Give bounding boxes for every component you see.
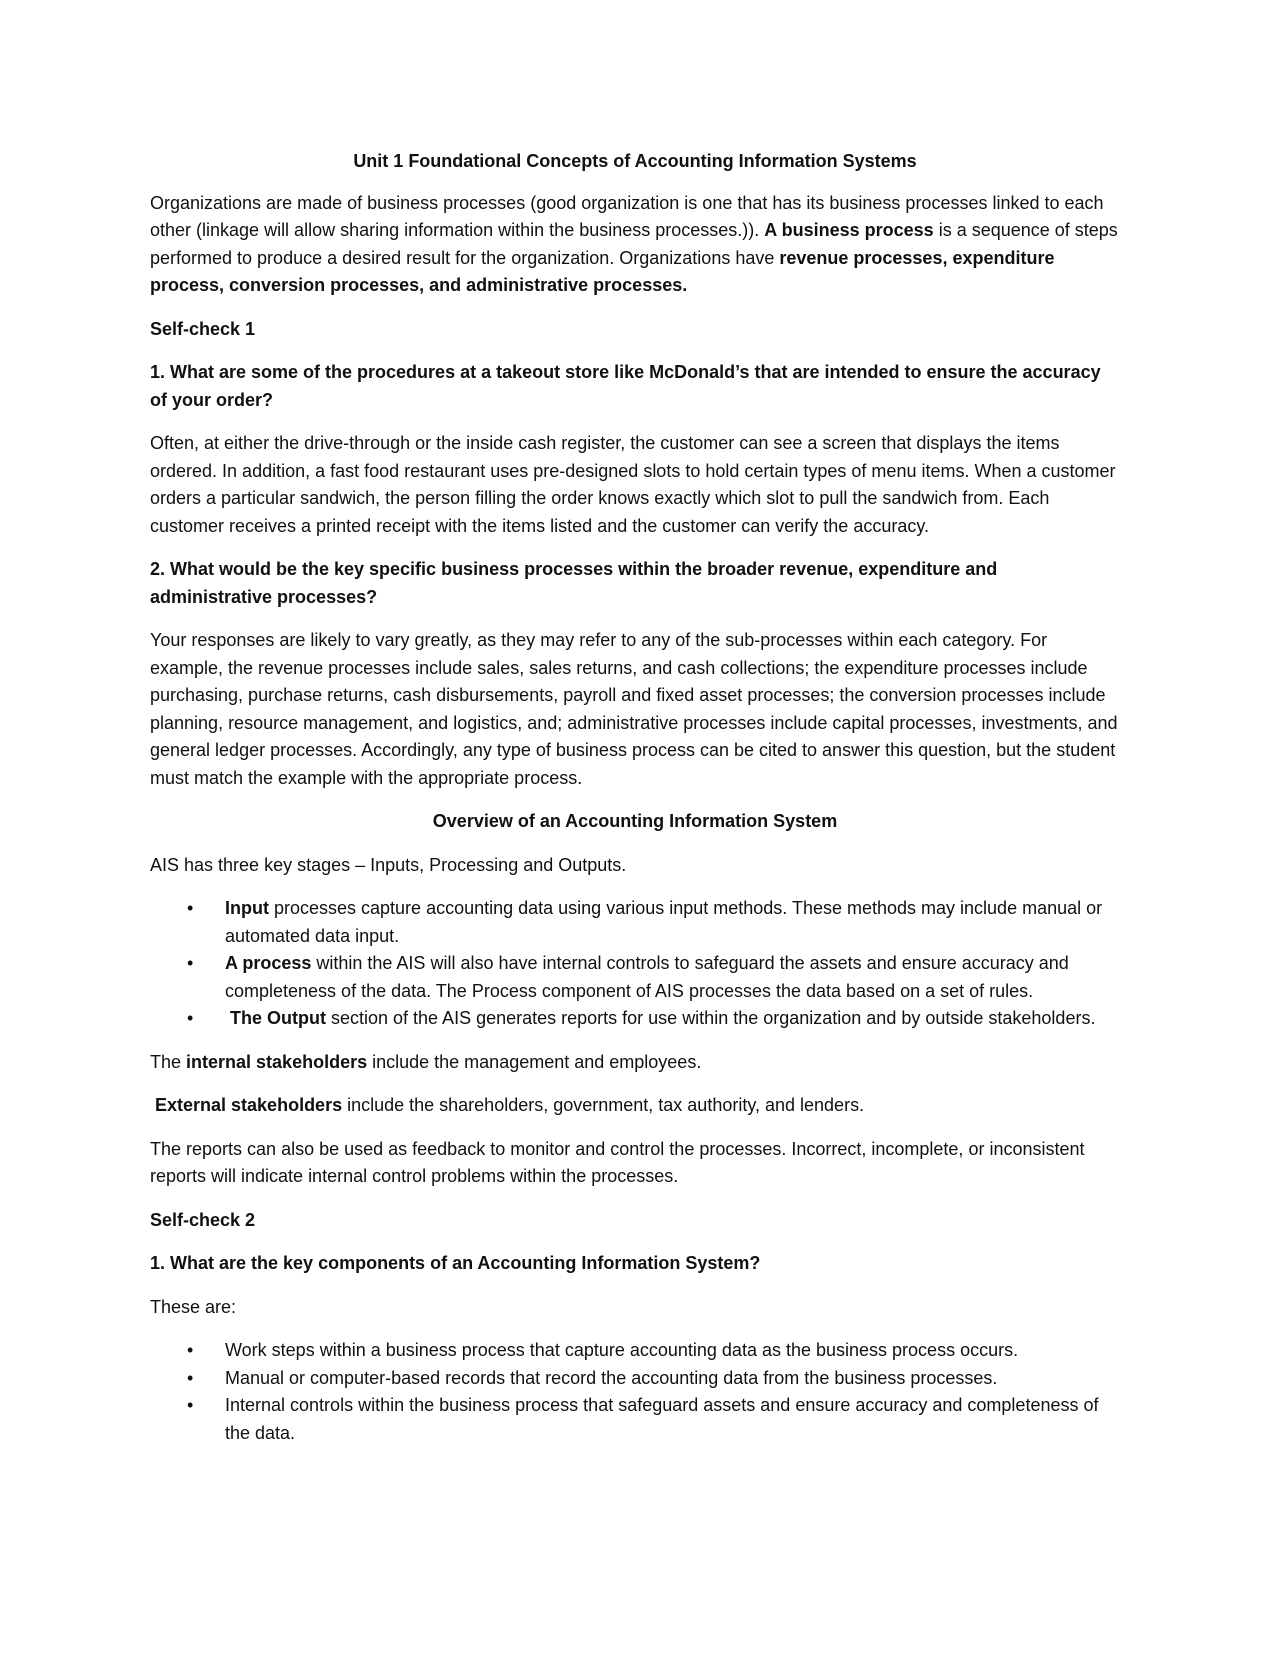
list-item-bold: A process <box>225 953 312 973</box>
list-item-text: Work steps within a business process that capture accounting data as the business process occurs. <box>225 1340 1019 1360</box>
selfcheck2-heading: Self-check 2 <box>150 1209 256 1230</box>
list-item-text: Internal controls within the business process that safeguard assets and ensure accuracy and completeness of the data. <box>225 1395 1099 1443</box>
external-bold: External stakeholders <box>150 1095 343 1115</box>
selfcheck2-answer-intro: These are: <box>150 1296 237 1317</box>
selfcheck1-answer-2: Your responses are likely to vary greatly, as they may refer to any of the sub-processes within each category. For example, the revenue processes include sales, sales returns, and cash collections; the expenditure processes include purchasing, purchase returns, cash disbursements, payroll and fixed asset processes; the conversion processes include planning, resource management, and logistics, and; administrative processes include capital processes, investments, and general ledger processes. Accordingly, any type of business process can be cited to answer this question, but the student must match the example with the appropriate process. <box>150 630 1118 788</box>
intro-paragraph <box>150 190 1120 300</box>
list-item-text: processes capture accounting data using various input methods. These methods may include manual or automated data input. <box>225 898 1103 946</box>
list-item <box>150 1365 1120 1393</box>
list-item-bold: Input <box>225 898 269 918</box>
intro-text-1: Organizations are made of business processes (good organization is one that has its business processes linked to each other (linkage will allow sharing information within the business processes.)). <box>150 192 1104 240</box>
internal-bold: internal stakeholders <box>186 1051 368 1072</box>
list-item <box>150 895 1120 950</box>
ais-stages-list <box>150 895 1120 1033</box>
selfcheck1-question-2: 2. What would be the key specific business processes within the broader revenue, expenditure and administrative processes? <box>150 559 998 607</box>
list-item <box>150 1005 1120 1033</box>
list-item-text: within the AIS will also have internal controls to safeguard the assets and ensure accuracy and completeness of the data. The Process component of AIS processes the data based on a set of rules. <box>225 953 1069 1001</box>
internal-stakeholders-paragraph <box>150 1049 1120 1077</box>
list-item-text: section of the AIS generates reports for use within the organization and by outside stakeholders. <box>325 1008 1096 1028</box>
intro-bold-business-process: A business process <box>764 220 934 240</box>
list-item-bold: The Output <box>225 1008 326 1028</box>
internal-pre: The <box>150 1051 187 1072</box>
bullet-icon: • <box>187 1008 194 1028</box>
selfcheck1-heading: Self-check 1 <box>150 318 256 339</box>
selfcheck2-question-1: 1. What are the key components of an Accounting Information System? <box>150 1253 761 1273</box>
external-post: include the shareholders, government, tax authority, and lenders. <box>342 1095 865 1115</box>
bullet-icon: • <box>187 953 194 973</box>
ais-components-list <box>150 1337 1120 1447</box>
document-title: Unit 1 Foundational Concepts of Accounting Information Systems <box>353 151 917 171</box>
external-stakeholders-paragraph <box>150 1092 1120 1120</box>
overview-intro: AIS has three key stages – Inputs, Processing and Outputs. <box>150 854 627 875</box>
intro-text-2: is a sequence of steps performed to produce a desired result for the organization. Organizations have <box>150 220 1118 268</box>
feedback-paragraph: The reports can also be used as feedback to monitor and control the processes. Incorrect, incomplete, or inconsistent reports will indicate internal control problems within the processes. <box>150 1138 1085 1186</box>
list-item <box>150 950 1120 1005</box>
bullet-icon: • <box>187 1340 194 1360</box>
intro-bold-process-types: revenue processes, expenditure process, conversion processes, and administrative processes. <box>150 247 1055 295</box>
overview-heading: Overview of an Accounting Information System <box>432 811 838 831</box>
selfcheck1-answer-1: Often, at either the drive-through or the inside cash register, the customer can see a screen that displays the items ordered. In addition, a fast food restaurant uses pre-designed slots to hold certain types of menu items. When a customer orders a particular sandwich, the person filling the order knows exactly which slot to pull the sandwich from. Each customer receives a printed receipt with the items listed and the customer can verify the accuracy. <box>150 433 1116 536</box>
bullet-icon: • <box>187 898 194 918</box>
internal-post: include the management and employees. <box>367 1051 702 1072</box>
selfcheck1-question-1: 1. What are some of the procedures at a takeout store like McDonald’s that are intended to ensure the accuracy of your order? <box>150 362 1101 410</box>
document-page <box>150 148 1120 1463</box>
list-item <box>150 1337 1120 1365</box>
bullet-icon: • <box>187 1367 194 1388</box>
list-item-text: Manual or computer-based records that record the accounting data from the business processes. <box>225 1367 998 1388</box>
list-item <box>150 1392 1120 1447</box>
bullet-icon: • <box>187 1395 194 1415</box>
